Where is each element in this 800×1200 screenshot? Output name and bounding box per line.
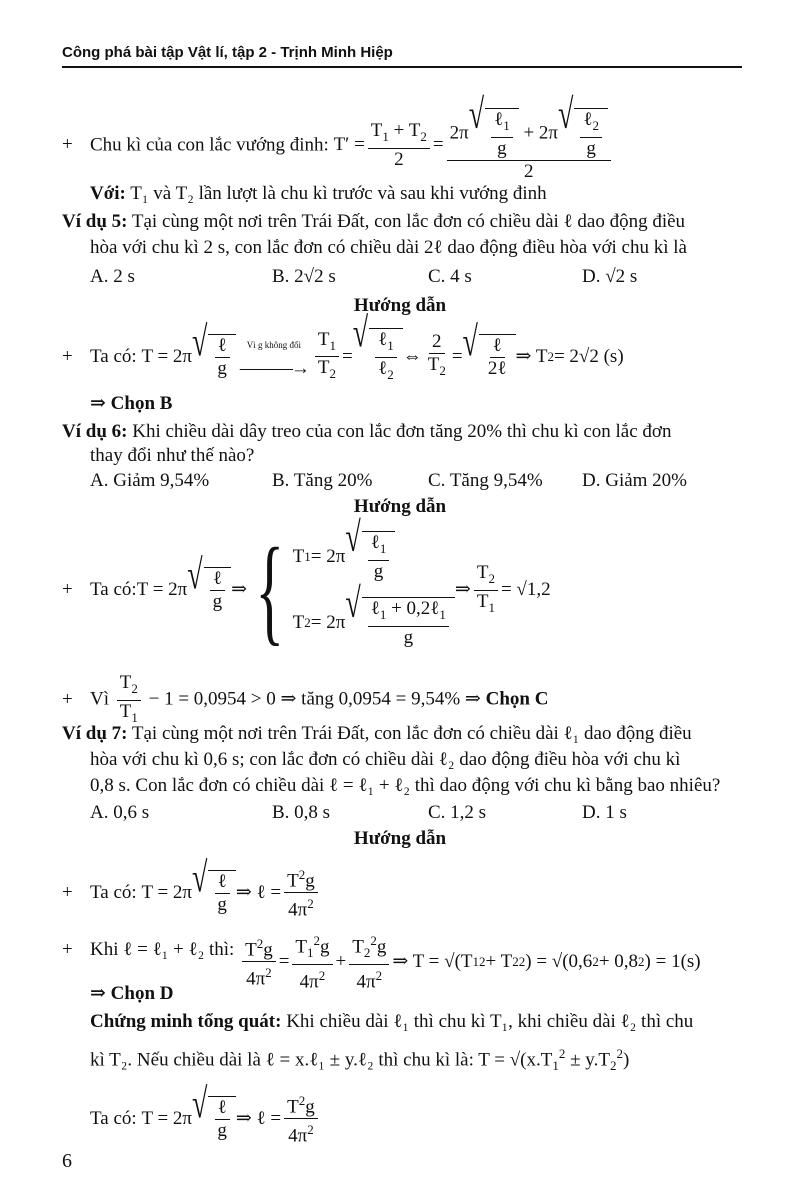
- vi-result: − 1 = 0,0954 > 0 ⇒ tăng 0,0954 = 9,54% ⇒: [143, 688, 486, 710]
- chon-c: Chọn C: [485, 688, 549, 710]
- vd6-line-2: thay đổi như thế nào?: [90, 445, 255, 466]
- huong-dan-heading-2: Hướng dẫn: [353, 496, 447, 517]
- vd7-line-1: [62, 722, 692, 746]
- voi-text: T₁ và T₂ lần lượt là chu kì trước và sau khi vướng đinh: [125, 183, 547, 204]
- chu-ki-formula-line: + Chu kì của con lắc vướng đinh: T′ = $\frac{T_1 + T_2}{2}$ = 2π √ $\frac{\ell_1}{g}$ + 2π √ $\frac{\ell_2}{g}$ 2: [62, 108, 614, 183]
- vd6-option-a: A. Giảm 9,54%: [90, 470, 210, 491]
- vd6-option-d: D. Giảm 20%: [582, 470, 688, 491]
- cm-text-1: Khi chiều dài ℓ₁ thì chu kì T₁, khi chiều dài ℓ₂ thì chu: [281, 1011, 694, 1032]
- ta-co-label: Ta có:: [90, 345, 142, 367]
- vd6-solution-line: + Ta có: T = 2π √ $\frac{\text{ℓ}}{g}$ ⇒ { T 1 = 2π √ $\frac{\ell_1}{g}$ T 2 = 2π √ $\frac{\ell_1 + 0,2\ell_1}{g}$ ⇒ $\frac{T_2}{T_1}$ = √1,2: [62, 515, 551, 656]
- chu-ki-formula: T′ = $\frac{T_1 + T_2}{2}$ = 2π √ $\frac{\ell_1}{g}$ + 2π √ $\frac{\ell_2}{g}$ 2: [334, 108, 614, 183]
- vd5-text-1: Tại cùng một nơi trên Trái Đất, con lắc đơn có chiều dài ℓ dao động điều: [127, 211, 686, 232]
- vd5-option-a: A. 2 s: [90, 266, 135, 287]
- vd6-option-c: C. Tăng 9,54%: [428, 470, 543, 491]
- vd7-solution-line-1: + Ta có: T = 2π √ $\frac{\text{ℓ}}{g}$ ⇒ ℓ = $\frac{T^2g}{4\pi^2}$: [62, 864, 321, 922]
- header-rule: [62, 66, 742, 68]
- vd7-option-c: C. 1,2 s: [428, 802, 487, 823]
- vd5-option-c: C. 4 s: [428, 266, 472, 287]
- running-header: Công phá bài tập Vật lí, tập 2 - Trịnh Minh Hiệp: [62, 44, 393, 61]
- vd7-line-3: 0,8 s. Con lắc đơn có chiều dài ℓ = ℓ₁ + ℓ₂ thì dao động với chu kì bằng bao nhiêu?: [90, 775, 721, 796]
- huong-dan-heading-1: Hướng dẫn: [353, 295, 447, 316]
- khi-text: Khi ℓ = ℓ₁ + ℓ₂ thì:: [90, 939, 240, 961]
- vd7-line-2: hòa với chu kì 0,6 s; con lắc đơn có chiều dài ℓ₂ dao động điều hòa với chu kì: [90, 749, 681, 770]
- vd6-line-1: [62, 420, 671, 444]
- cm-text-2: kì T₂. Nếu chiều dài là ℓ = x.ℓ₁ ± y.ℓ₂ thì chu kì là:: [90, 1049, 479, 1071]
- vd5-line-2: hòa với chu kì 2 s, con lắc đơn có chiều dài 2ℓ dao động điều hòa với chu kì là: [90, 237, 687, 258]
- vd7-text-1: Tại cùng một nơi trên Trái Đất, con lắc đơn có chiều dài ℓ₁ dao động điều: [127, 723, 692, 744]
- voi-label: Với:: [90, 183, 126, 204]
- vi-label: Vì: [90, 688, 114, 710]
- cm-solution-line: Ta có: T = 2π √ $\frac{\text{ℓ}}{g}$ ⇒ ℓ = $\frac{T^2g}{4\pi^2}$: [90, 1090, 321, 1148]
- cm-line-2: kì T₂. Nếu chiều dài là ℓ = x.ℓ₁ ± y.ℓ₂ thì chu kì là: $T = √(x.T_1^2 \pm y.T_2^2)$: [90, 1046, 630, 1074]
- vd5-label: Ví dụ 5:: [62, 211, 128, 232]
- chon-b: ⇒ Chọn B: [90, 393, 173, 414]
- vd5-option-b: B. 2√2 s: [272, 266, 336, 287]
- vd5-option-d: D. √2 s: [582, 266, 638, 287]
- vd6-text-1: Khi chiều dài dây treo của con lắc đơn tăng 20% thì chu kì con lắc đơn: [127, 421, 672, 442]
- vd5-line-1: [62, 210, 685, 234]
- vd7-option-a: A. 0,6 s: [90, 802, 150, 823]
- huong-dan-heading-3: Hướng dẫn: [353, 828, 447, 849]
- page-number: 6: [62, 1150, 72, 1172]
- vd7-option-b: B. 0,8 s: [272, 802, 331, 823]
- arrow-note: Vì g không đổi: [246, 339, 302, 350]
- vd7-option-d: D. 1 s: [582, 802, 627, 823]
- cm-label: Chứng minh tổng quát:: [90, 1011, 282, 1032]
- vd7-solution-line-2: + Khi ℓ = ℓ₁ + ℓ₂ thì: $\frac{T^2g}{4\pi^2}$ = $\frac{T_1^2g}{4\pi^2}$ + $\frac{T_2^2g}{4\pi^2}$ ⇒ T = √(T 1 2 + T 2 2 ) = √(0,6 2 + 0,8 2 ) = 1(s): [62, 930, 701, 993]
- vd6-option-b: B. Tăng 20%: [272, 470, 373, 491]
- chu-ki-label: Chu kì của con lắc vướng đinh:: [90, 134, 334, 156]
- vi-line: + Vì $\frac{T_2}{T_1}$ − 1 = 0,0954 > 0 ⇒ tăng 0,0954 = 9,54% ⇒ Chọn C: [62, 672, 549, 725]
- chon-d: ⇒ Chọn D: [90, 983, 174, 1004]
- vd5-solution-line: + Ta có: T = 2π √ $\frac{\text{ℓ}}{g}$ Vì g không đổi ———→ $\frac{T_1}{T_2}$ = √ $\frac{\ell_1}{\ell_2}$ ⇔ $\frac{2}{T_2}$ = √ $\frac{\text{ℓ}}{\text{2ℓ}}$ ⇒ T 2 = 2√2 (s): [62, 328, 624, 386]
- ta-co-label-3: Ta có:: [90, 881, 142, 903]
- ta-co-label-4: Ta có:: [90, 1107, 142, 1129]
- cm-line-1: [90, 1010, 693, 1034]
- vd6-label: Ví dụ 6:: [62, 421, 128, 442]
- ta-co-label-2: Ta có:: [90, 579, 137, 600]
- voi-line: [90, 182, 547, 206]
- vd7-label: Ví dụ 7:: [62, 723, 128, 744]
